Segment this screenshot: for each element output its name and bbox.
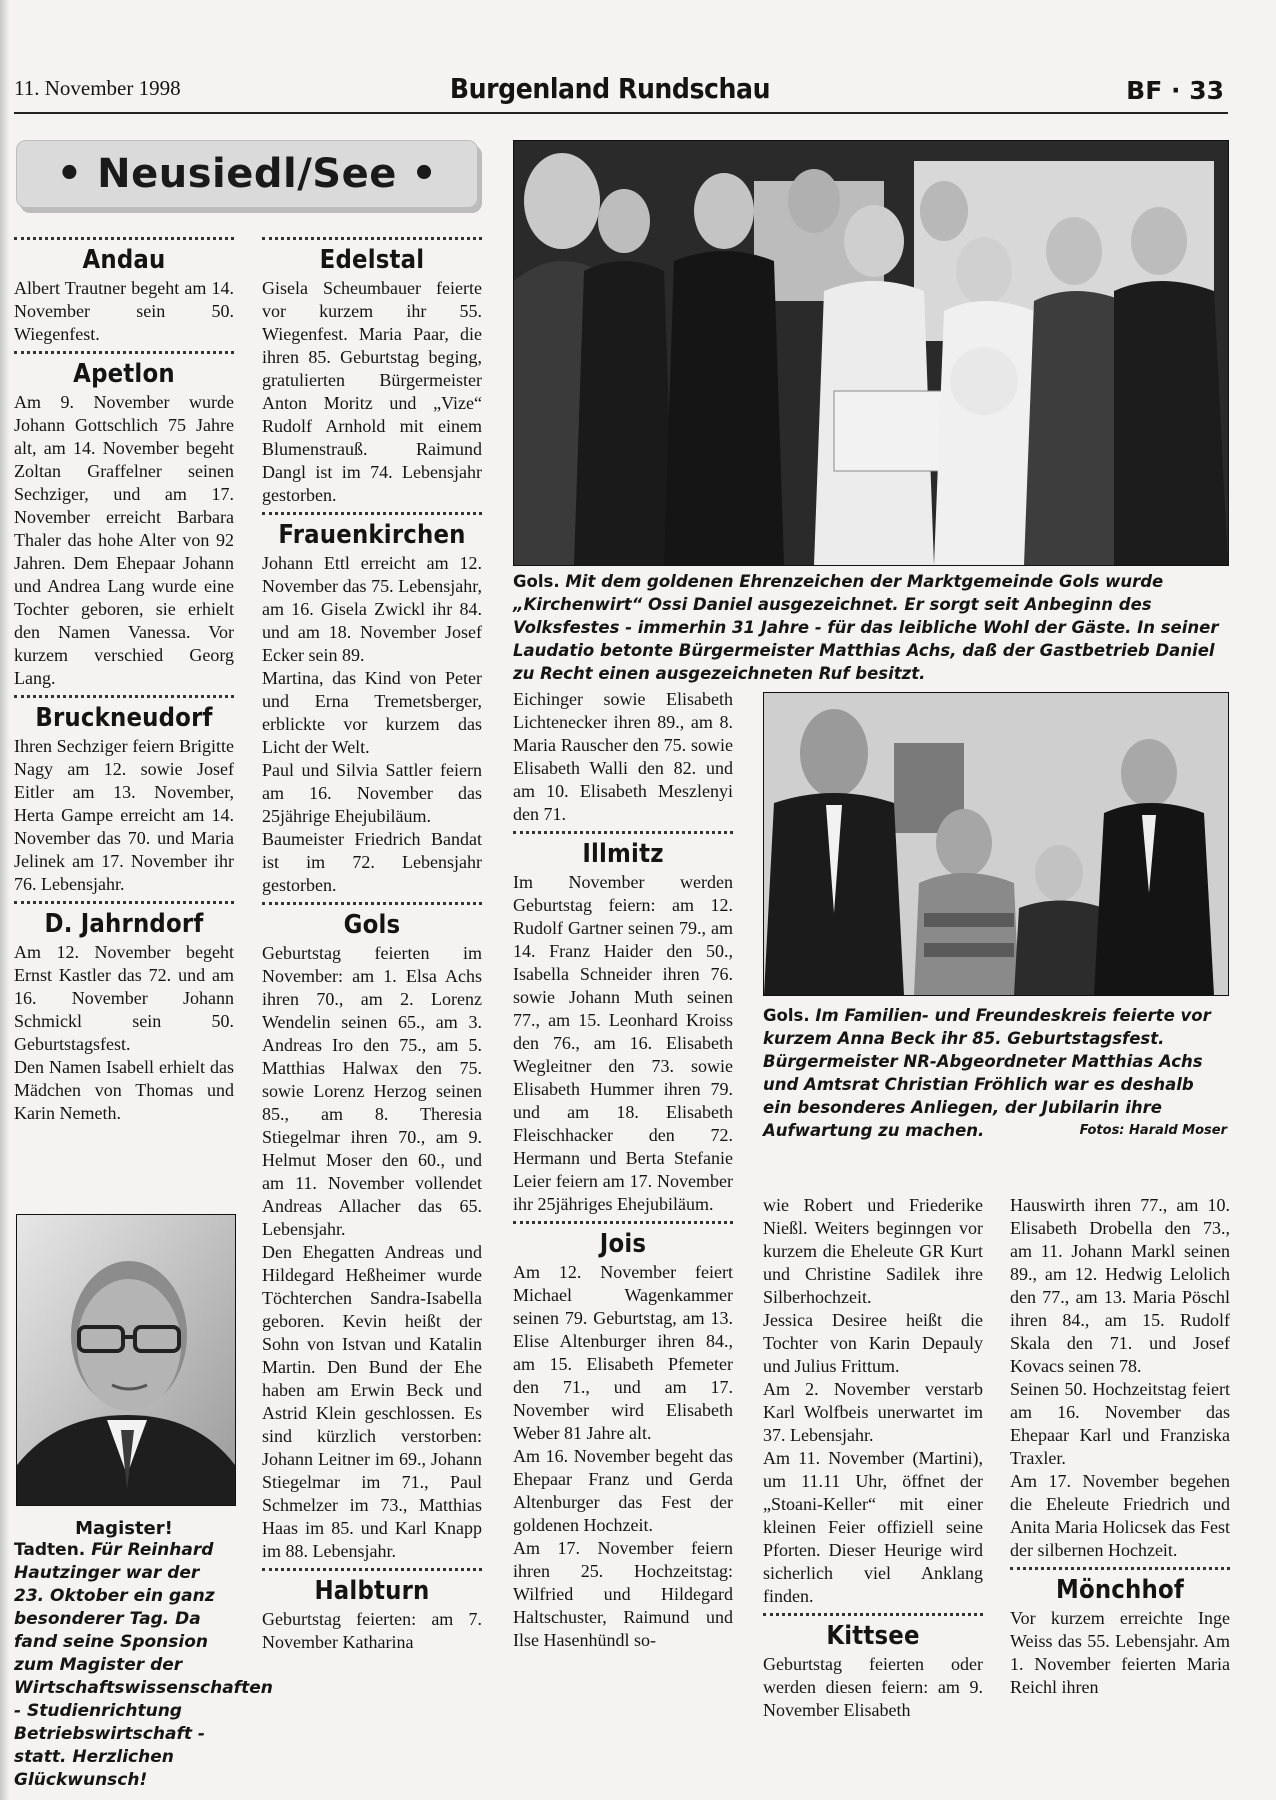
page-number: BF · 33 <box>1126 76 1224 105</box>
divider <box>14 695 234 698</box>
text-andau: Albert Trautner begeht am 14. November sein 50. Wiegenfest. <box>14 278 234 344</box>
divider <box>262 237 482 240</box>
photo-credit: Fotos: Harald Moser <box>1079 1123 1227 1138</box>
text-gols-1: Geburtstag feierten im November: am 1. Elsa Achs ihren 70., am 2. Lorenz Wendelin seinen 65., am 3. Andreas Iro den 75., am 5. Matthias Halwax den 75. sowie Lorenz Herzog seinen 85., am 8. Theresia Stiegelmar ihren 70., am 9. Helmut Moser den 60., und am 11. November vollendet Andreas Allacher das 65. Lebensjahr. <box>262 943 482 1239</box>
family-illustration <box>764 693 1228 995</box>
text-frauenkirchen-3: Paul und Silvia Sattler feiern am 16. November das 25jährige Ehejubiläum. <box>262 760 482 826</box>
heading-frauenkirchen: Frauenkirchen <box>278 520 466 550</box>
text-jois-3: Am 17. November feiern ihren 25. Hochzeitstag: Wilfried und Hildegard Haltschuster, Raimund und Ilse Hasenhündl so- <box>513 1538 733 1650</box>
heading-halbturn: Halbturn <box>314 1576 430 1606</box>
heading-kittsee: Kittsee <box>826 1621 920 1651</box>
portrait-photo <box>16 1214 236 1506</box>
issue-date: 11. November 1998 <box>14 76 181 100</box>
column-5 <box>1010 1194 1230 1699</box>
divider <box>14 351 234 354</box>
text-jois-1: Am 12. November feiert Michael Wagenkammer seinen 79. Geburtstag, am 13. Elise Altenburger ihren 84., am 15. Elisabeth Pfemeter den 71., und am 17. November wird Elisabeth Weber 81 Jahre alt. <box>513 1262 733 1443</box>
text-apetlon: Am 9. November wurde Johann Gottschlich 75 Jahre alt, am 14. November begeht Zoltan Graffelner seinen Sechziger, und am 17. November erreicht Barbara Thaler das hohe Alter von 92 Jahren. Dem Ehepaar Johann und Andrea Lang wurde eine Tochter geboren, sie erhielt den Namen Vanessa. Vor kurzem verschied Georg Lang. <box>14 392 234 688</box>
text-col4-1: wie Robert und Friederike Nießl. Weiters beginngen vor kurzem die Eheleute GR Kurt und Christine Sadilek ihre Silberhochzeit. <box>763 1195 983 1307</box>
divider <box>262 902 482 905</box>
heading-d-jahrndorf: D. Jahrndorf <box>44 909 204 939</box>
text-illmitz: Im November werden Geburtstag feiern: am 12. Rudolf Gartner seinen 79., am 14. Franz Haider den 50., Isabella Schneider ihren 76. sowie Johann Muth seinen 77., am 15. Leonhard Kroiss den 76., am 16. Elisabeth Wegleitner den 73. sowie Elisabeth Hummer ihren 79. und am 18. Elisabeth Fleischhacker den 72. Hermann und Berta Stefanie Leier feiern am 17. November ihr 25jähriges Ehejubiläum. <box>513 872 733 1214</box>
heading-bruckneudorf: Bruckneudorf <box>35 703 213 733</box>
column-1 <box>14 232 234 1125</box>
text-gols-2: Den Ehegatten Andreas und Hildegard Heßheimer wurde Töchterchen Sandra-Isabella geboren. Kevin heißt der Sohn von Istvan und Katalin Martin. Den Bund der Ehe haben am Erwin Beck und Astrid Klein geschlossen. Es sind kürzlich verstorben: Johann Leitner im 69., Johann Stiegelmar im 71., Paul Schmelzer im 73., Matthias Haas im 85. und Karl Knapp im 88. Lebensjahr. <box>262 1242 482 1561</box>
header-rule <box>14 112 1228 114</box>
family-photo <box>763 692 1229 996</box>
text-frauenkirchen-4: Baumeister Friedrich Bandat ist im 72. Lebensjahr gestorben. <box>262 829 482 895</box>
magister-text: Für Reinhard Hautzinger war der 23. Oktober ein ganz besonderer Tag. Da fand seine Sponsion zum Magister der Wirtschaftswissenschaften - Studienrichtung Betriebswirtschaft - statt. Herzlichen Glückwunsch! <box>14 1540 273 1790</box>
heading-illmitz: Illmitz <box>582 839 664 869</box>
divider <box>1010 1567 1230 1570</box>
text-col5-3: Am 17. November begehen die Eheleute Friedrich und Anita Maria Holicsek das Fest der silbernen Hochzeit. <box>1010 1471 1230 1560</box>
magister-block <box>14 1518 273 1792</box>
text-d-jahrndorf-2: Den Namen Isabell erhielt das Mädchen von Thomas und Karin Nemeth. <box>14 1057 234 1123</box>
divider <box>262 512 482 515</box>
heading-moenchhof: Mönchhof <box>1055 1575 1184 1605</box>
family-caption-place: Gols. <box>763 1006 810 1025</box>
text-kittsee: Geburtstag feierten oder werden diesen feiern: am 9. November Elisabeth <box>763 1654 983 1720</box>
family-caption-text: Im Familien- und Freundeskreis feierte vor kurzem Anna Beck ihr 85. Geburtstagsfest. Bürgermeister NR-Abgeordneter Matthias Achs und Amtsrat Christian Fröhlich war es deshalb ein besonderes Anliegen, der Jubilarin ihre Aufwartung zu machen. <box>763 1006 1211 1140</box>
newspaper-title: Burgenland Rundschau <box>449 72 771 105</box>
divider <box>513 831 733 834</box>
family-caption <box>763 1004 1227 1142</box>
divider <box>262 1568 482 1571</box>
text-col4-2: Jessica Desiree heißt die Tochter von Karin Depauly und Julius Frittum. <box>763 1310 983 1376</box>
divider <box>513 1221 733 1224</box>
text-col5-1: Hauswirth ihren 77., am 10. Elisabeth Drobella den 73., am 11. Johann Markl seinen 89., am 12. Hedwig Lelolich den 77., am 13. Maria Pöschl ihren 84., am 15. Rudolf Skala den 71. und Josef Kovacs seinen 78. <box>1010 1195 1230 1376</box>
magister-place: Tadten. <box>14 1540 86 1560</box>
ceremony-caption <box>513 570 1227 685</box>
text-frauenkirchen-1: Johann Ettl erreicht am 12. November das 75. Lebensjahr, am 16. Gisela Zwickl ihr 84. und am 18. November Josef Ecker sein 89. <box>262 553 482 665</box>
heading-edelstal: Edelstal <box>319 245 425 275</box>
page-edge-shadow <box>0 0 10 1800</box>
section-banner-text: • Neusiedl/See • <box>56 151 438 197</box>
magister-caption <box>14 1539 273 1792</box>
text-bruckneudorf: Ihren Sechziger feiern Brigitte Nagy am 12. sowie Josef Eitler am 13. November, Herta Gampe erreicht am 14. November das 70. und Maria Jelinek am 17. November ihr 76. Lebensjahr. <box>14 736 234 894</box>
ceremony-illustration <box>514 141 1228 565</box>
column-4 <box>763 1194 983 1722</box>
text-col4-4: Am 11. November (Martini), um 11.11 Uhr, öffnet der „Stoani-Keller“ mit einer kleinen Feier offiziell seine Pforten. Dieser Heurige wird sicherlich viel Anklang finden. <box>763 1448 983 1606</box>
divider <box>14 901 234 904</box>
portrait-illustration <box>17 1215 235 1505</box>
text-col4-3: Am 2. November verstarb Karl Wolfbeis unerwartet im 37. Lebensjahr. <box>763 1379 983 1445</box>
column-2 <box>262 232 482 1654</box>
text-d-jahrndorf-1: Am 12. November begeht Ernst Kastler das 72. und am 16. November Johann Schmickl sein 50. Geburtstagsfest. <box>14 942 234 1054</box>
divider <box>763 1613 983 1616</box>
heading-apetlon: Apetlon <box>73 359 175 389</box>
text-moenchhof: Vor kurzem erreichte Inge Weiss das 55. Lebensjahr. Am 1. November feierten Maria Reichl ihren <box>1010 1608 1230 1697</box>
ceremony-caption-place: Gols. <box>513 572 560 591</box>
text-edelstal: Gisela Scheumbauer feierte vor kurzem ihr 55. Wiegenfest. Maria Paar, die ihren 85. Geburtstag beging, gratulierten Bürgermeister Anton Moritz und „Vize“ Rudolf Arnhold mit einem Blumenstrauß. Raimund Dangl ist im 74. Lebensjahr gestorben. <box>262 278 482 505</box>
text-col3-top: Eichinger sowie Elisabeth Lichtenecker ihren 89., am 8. Maria Rauscher den 75. sowie Elisabeth Walli den 82. und am 10. Elisabeth Meszlenyi den 71. <box>513 689 733 824</box>
text-jois-2: Am 16. November begeht das Ehepaar Franz und Gerda Altenburger das Fest der goldenen Hochzeit. <box>513 1446 733 1535</box>
text-frauenkirchen-2: Martina, das Kind von Peter und Erna Tremetsberger, erblickte vor kurzem das Licht der Welt. <box>262 668 482 757</box>
ceremony-photo <box>513 140 1229 566</box>
column-3 <box>513 688 733 1652</box>
ceremony-caption-text: Mit dem goldenen Ehrenzeichen der Marktgemeinde Gols wurde „Kirchenwirt“ Ossi Daniel ausgezeichnet. Er sorgt seit Anbeginn des Volksfestes - immerhin 31 Jahre - für das leibliche Wohl der Gäste. In seiner Laudatio betonte Bürgermeister Matthias Achs, daß der Gastbetrieb Daniel zu Recht einen ausgezeichneten Ruf besitzt. <box>513 572 1219 683</box>
text-halbturn: Geburtstag feierten: am 7. November Katharina <box>262 1609 482 1652</box>
text-col5-2: Seinen 50. Hochzeitstag feiert am 16. November das Ehepaar Karl und Franziska Traxler. <box>1010 1379 1230 1468</box>
divider <box>14 237 234 240</box>
section-banner <box>16 140 478 208</box>
heading-andau: Andau <box>82 245 166 275</box>
magister-title: Magister! <box>75 1518 173 1539</box>
heading-gols: Gols <box>343 910 401 940</box>
heading-jois: Jois <box>599 1229 647 1259</box>
